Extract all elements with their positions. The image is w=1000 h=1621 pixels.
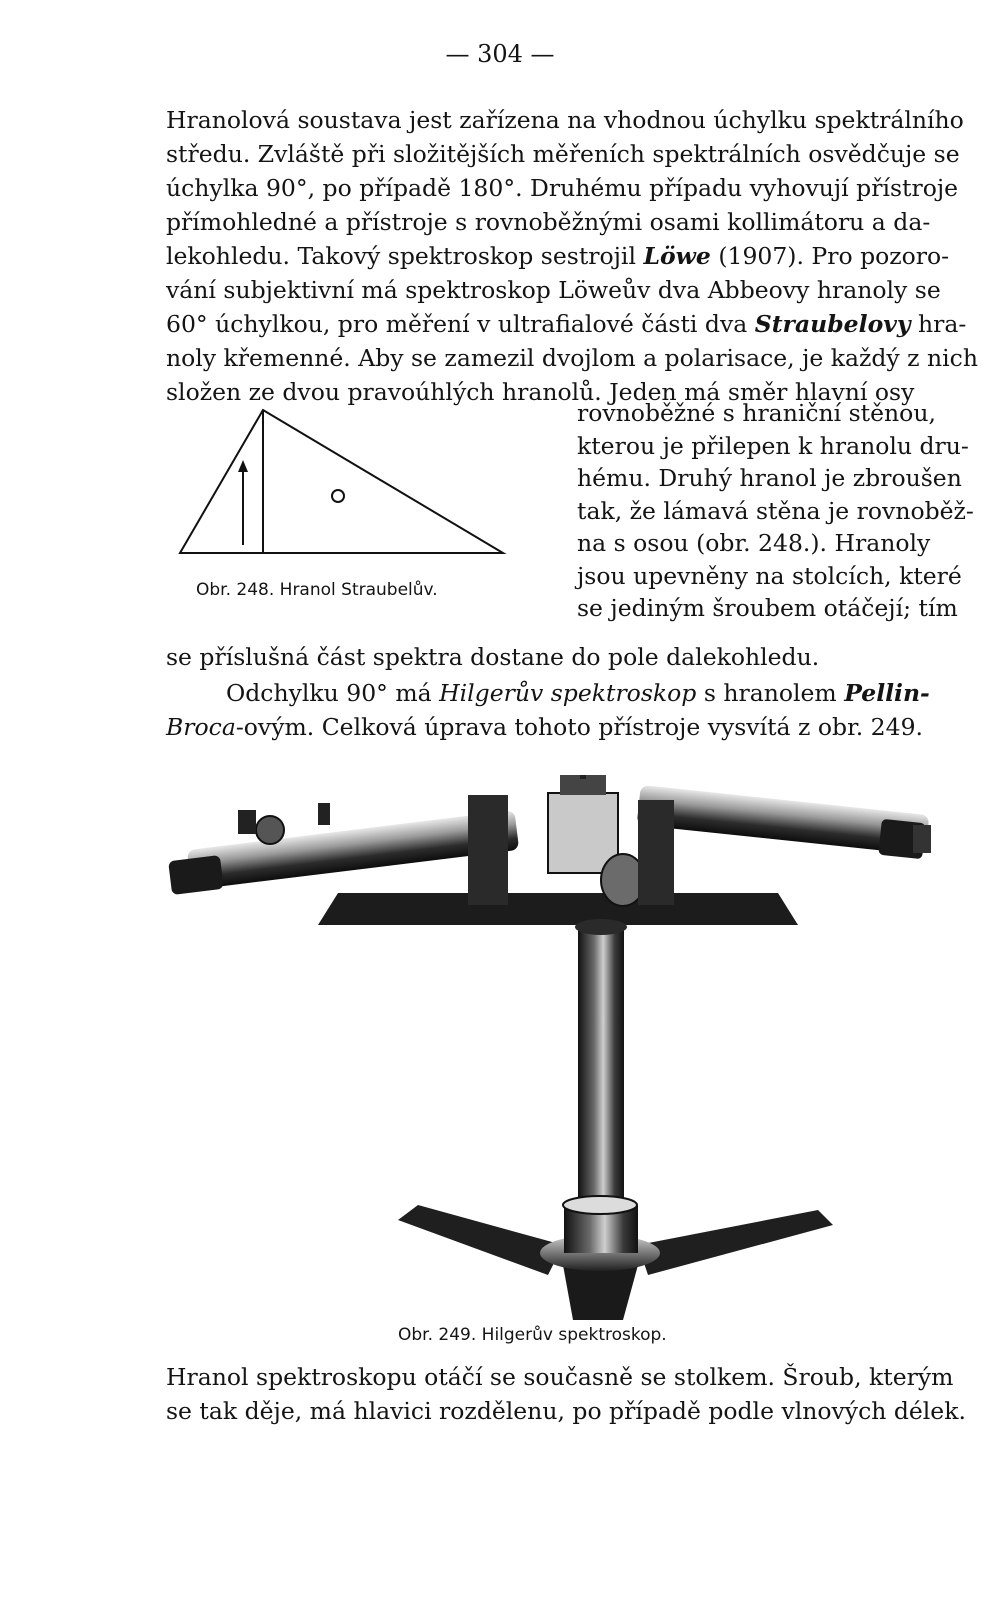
prism-diagram xyxy=(178,408,518,568)
text-span: -ovým. Celková úprava tohoto přístroje vysvítá z obr. 249. xyxy=(235,713,923,741)
wrap-text-block xyxy=(577,397,974,625)
text-span: lekohledu. Takový spektroskop sestrojil xyxy=(166,242,636,270)
text-line: na s osou (obr. 248.). Hranoly xyxy=(577,529,931,557)
text-line: jsou upevněny na stolcích, které xyxy=(577,561,962,590)
text-line xyxy=(166,676,966,710)
arrow-head-icon xyxy=(238,460,248,472)
name-lowe: Löwe xyxy=(643,242,711,270)
text-line: noly křemenné. Aby se zamezil dvojlom a polarisace, je každý z nich xyxy=(166,344,978,372)
text-line xyxy=(166,239,966,273)
tripod-foot xyxy=(398,1196,833,1320)
text-span: hra- xyxy=(918,310,967,338)
prism-outline xyxy=(180,410,503,553)
name-broca: Broca xyxy=(166,713,236,741)
text-span: Odchylku 90° má xyxy=(226,679,432,707)
name-straubel: Straubelovy xyxy=(754,310,911,338)
text-line xyxy=(166,710,966,744)
paragraph-1 xyxy=(166,103,978,409)
text-line-after-figure xyxy=(166,640,966,674)
text-line: rovnoběžné s hraniční stěnou, xyxy=(577,399,936,427)
text-line: kterou je přilepen k hranolu dru- xyxy=(577,431,969,460)
axis-circle-icon xyxy=(332,490,344,502)
text-line: úchylka 90°, po případě 180°. Druhému případu vyhovují přístroje xyxy=(166,174,959,202)
text-line: se jediným šroubem otáčejí; tím xyxy=(577,594,958,622)
figure-248-caption: Obr. 248. Hranol Straubelův. xyxy=(196,580,438,600)
right-telescope xyxy=(637,785,931,859)
figure-248 xyxy=(178,408,518,638)
text-line: složen ze dvou pravoúhlých hranolů. Jeden má směr hlavní osy xyxy=(166,378,915,406)
paragraph-2 xyxy=(166,676,966,744)
text-line: se příslušná část spektra dostane do pole dalekohledu. xyxy=(166,643,820,671)
text-line: vání subjektivní má spektroskop Löweův dva Abbeovy hranoly se xyxy=(166,276,941,304)
text-line: Hranolová soustava jest zařízena na vhodnou úchylku spektrálního xyxy=(166,106,964,134)
text-line: Hranol spektroskopu otáčí se současně se stolkem. Šroub, kterým xyxy=(166,1363,954,1391)
text-line xyxy=(166,307,966,341)
text-line: se tak děje, má hlavici rozdělenu, po případě podle vlnových délek. xyxy=(166,1397,966,1425)
page-number: — 304 — xyxy=(445,40,555,68)
text-span: s hranolem xyxy=(703,679,837,707)
figure-249 xyxy=(168,775,968,1320)
text-line: tak, že lámavá stěna je rovnoběž- xyxy=(577,496,974,525)
name-pellin: Pellin- xyxy=(844,679,930,707)
left-telescope xyxy=(168,803,519,895)
text-line: přímohledné a přístroje s rovnoběžnými osami kollimátoru a da- xyxy=(166,208,931,236)
text-line: středu. Zvláště při složitějších měřeních spektrálních osvědčuje se xyxy=(166,140,960,168)
text-span: (1907). Pro pozoro- xyxy=(718,242,950,270)
hilger-spectroscope-term: Hilgerův spektroskop xyxy=(439,679,697,707)
table-base xyxy=(318,893,798,925)
text-line: hému. Druhý hranol je zbroušen xyxy=(577,464,962,492)
spectroscope-illustration xyxy=(168,775,968,1320)
text-span: 60° úchylkou, pro měření v ultrafialové části dva xyxy=(166,310,748,338)
paragraph-3 xyxy=(166,1360,966,1428)
figure-249-caption: Obr. 249. Hilgerův spektroskop. xyxy=(398,1325,667,1345)
